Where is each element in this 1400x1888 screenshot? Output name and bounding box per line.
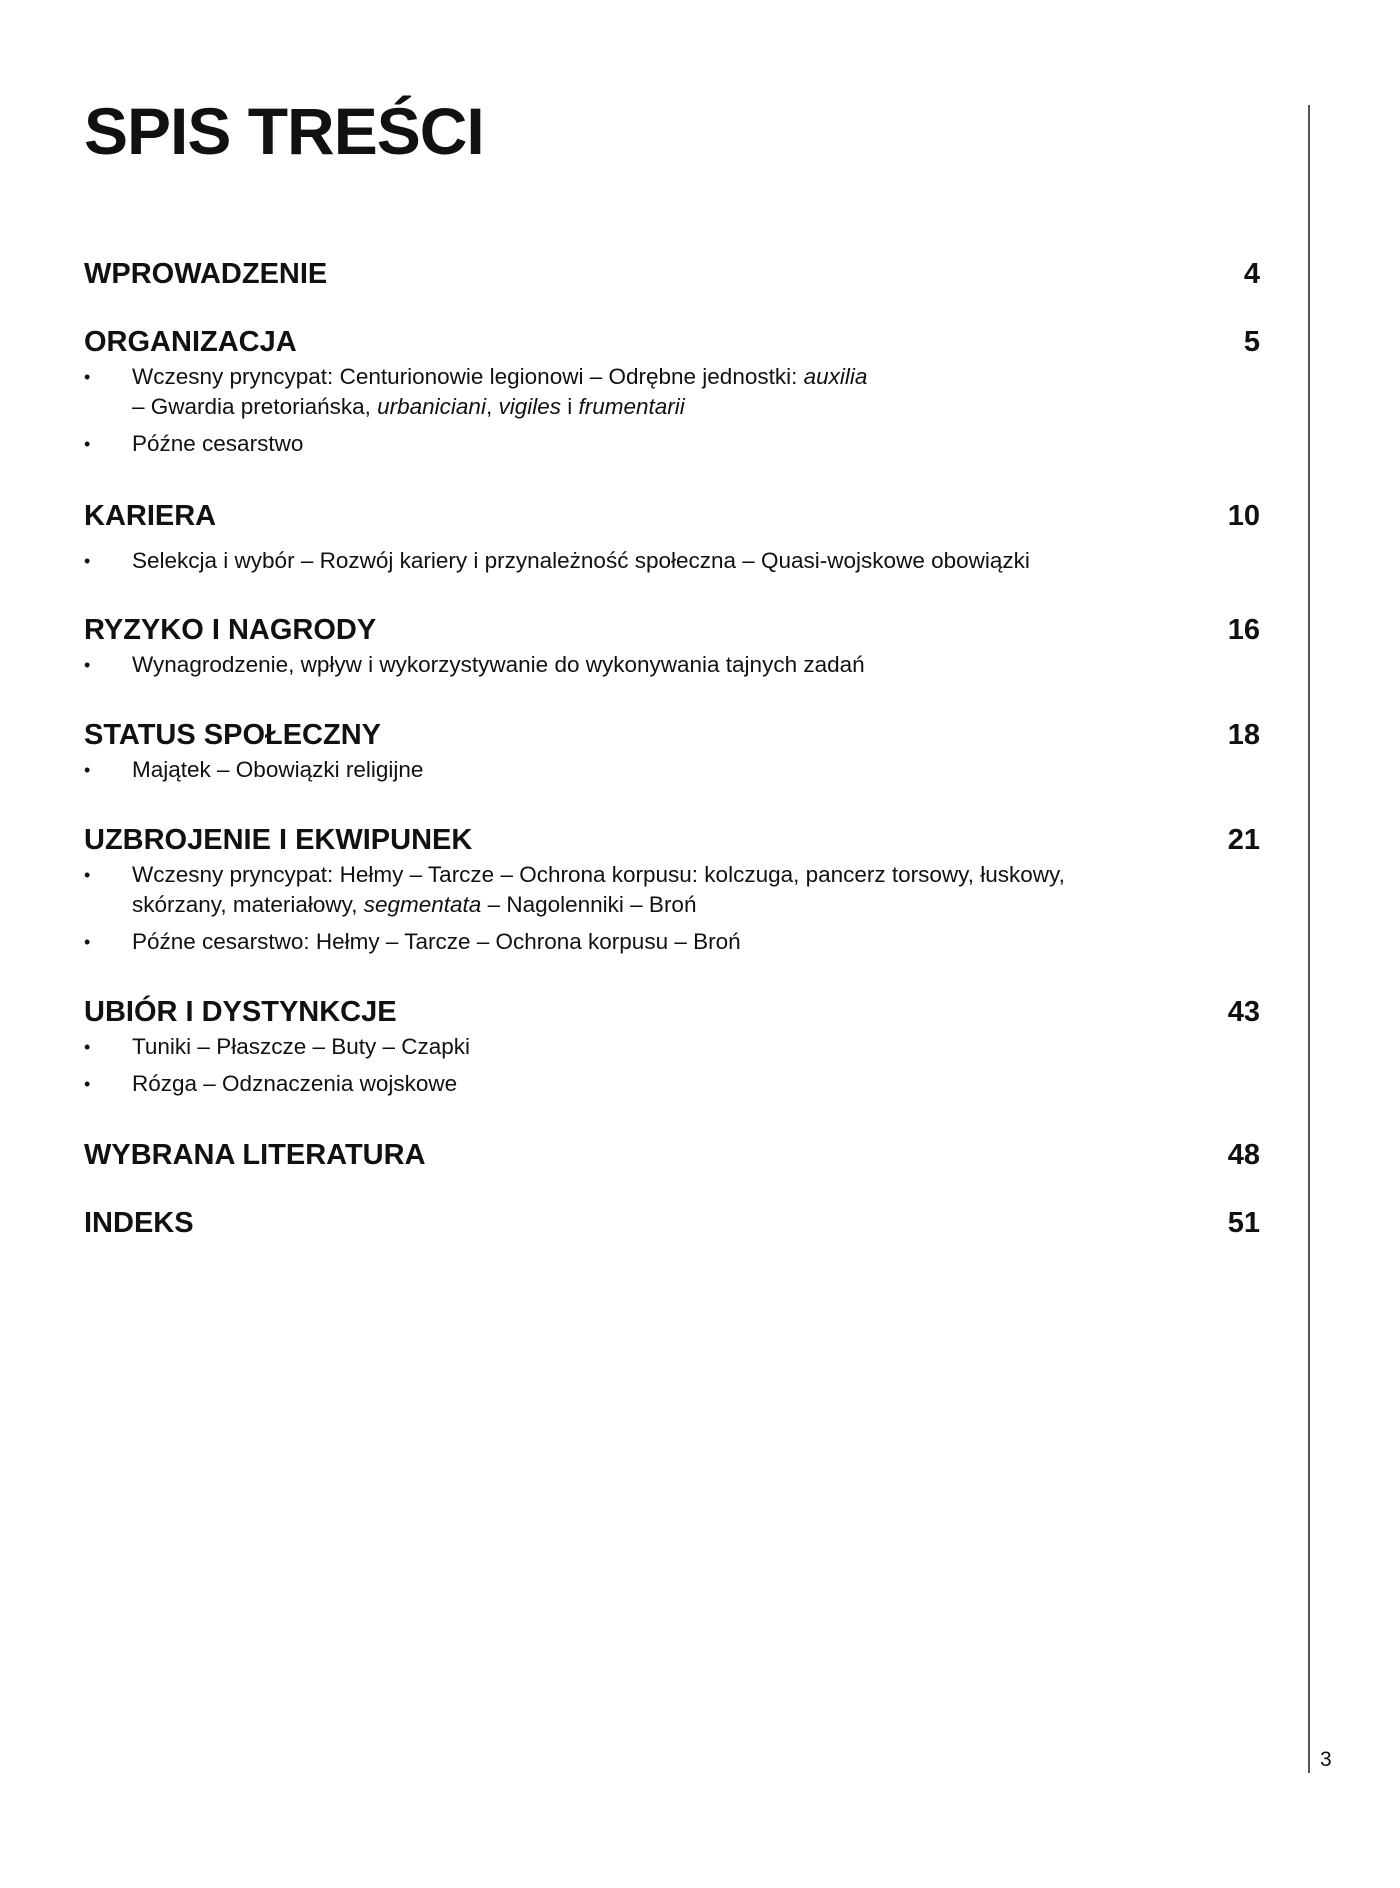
toc-subitem-text: Późne cesarstwo [132,431,304,456]
bullet-icon: • [84,655,91,675]
toc-entry-page[interactable]: 5 [1243,326,1260,358]
italic-term: urbaniciani [377,394,486,419]
italic-term: segmentata [363,892,482,917]
toc-subitems [84,755,1260,785]
toc-subitem [84,1069,1192,1099]
toc-subitem [84,362,1192,422]
toc-entry-title[interactable]: UZBROJENIE I EKWIPUNEK [84,824,473,856]
toc-subitem [84,860,1192,920]
toc-entry-page[interactable]: 51 [1227,1207,1260,1239]
toc-entry-ubior-i-dystynkcje[interactable] [84,996,1260,1106]
toc-subitem-text: Wynagrodzenie, wpływ i wykorzystywanie do wykonywania tajnych zadań [132,652,865,677]
italic-term: frumentarii [578,394,685,419]
toc-entry-title[interactable]: INDEKS [84,1207,194,1239]
toc-entry-kariera[interactable] [84,500,1260,583]
toc-subitem [84,755,1192,785]
toc-subitem-text: Majątek – Obowiązki religijne [132,757,424,782]
toc-entry-title[interactable]: UBIÓR I DYSTYNKCJE [84,996,397,1028]
toc-subitems [84,650,1260,680]
page-title: SPIS TREŚCI [84,94,484,168]
toc-entry-ryzyko-i-nagrody[interactable] [84,614,1260,687]
toc-entry-page[interactable]: 48 [1227,1139,1260,1171]
toc-entry-indeks[interactable] [84,1207,1260,1243]
toc-subitems [84,1032,1260,1099]
table-of-contents [84,0,1260,1888]
toc-subitem [84,546,1192,576]
toc-subitems [84,546,1260,576]
toc-entry-page[interactable]: 43 [1227,996,1260,1028]
toc-entry-page[interactable]: 10 [1227,500,1260,532]
bullet-icon: • [84,1074,91,1094]
toc-entry-page[interactable]: 18 [1227,719,1260,751]
toc-entry-uzbrojenie-i-ekwipunek[interactable] [84,824,1260,964]
toc-subitem-text: Późne cesarstwo: Hełmy – Tarcze – Ochrona korpusu – Broń [132,929,741,954]
toc-entry-wybrana-literatura[interactable] [84,1139,1260,1175]
bullet-icon: • [84,932,91,952]
toc-subitem-text: Wczesny pryncypat: Hełmy – Tarcze – Ochrona korpusu: kolczuga, pancerz torsowy, łuskowy, skórzany, materiałowy, segmentata – Nagolenniki – Broń [132,862,1065,917]
toc-subitem-text: Rózga – Odznaczenia wojskowe [132,1071,458,1096]
toc-entry-wprowadzenie[interactable] [84,258,1260,294]
toc-subitem-text: Tuniki – Płaszcze – Buty – Czapki [132,1034,471,1059]
toc-subitem [84,927,1192,957]
italic-term: auxilia [803,364,868,389]
toc-subitem [84,1032,1192,1062]
bullet-icon: • [84,367,91,387]
toc-entry-title[interactable]: ORGANIZACJA [84,326,297,358]
toc-subitem-text: Wczesny pryncypat: Centurionowie legionowi – Odrębne jednostki: auxilia – Gwardia pretoriańska, urbaniciani, vigiles i frumentarii [132,364,868,419]
toc-subitem [84,650,1192,680]
toc-entry-title[interactable]: KARIERA [84,500,217,532]
bullet-icon: • [84,865,91,885]
toc-subitems [84,860,1260,957]
toc-entry-status-spoleczny[interactable] [84,719,1260,792]
toc-entry-organizacja[interactable] [84,326,1260,466]
toc-entry-page[interactable]: 21 [1227,824,1260,856]
bullet-icon: • [84,1037,91,1057]
toc-subitems [84,362,1260,459]
toc-entry-title[interactable]: WPROWADZENIE [84,258,328,290]
toc-entry-title[interactable]: RYZYKO I NAGRODY [84,614,377,646]
toc-entry-title[interactable]: STATUS SPOŁECZNY [84,719,381,751]
margin-rule [1308,105,1310,1773]
italic-term: vigiles [498,394,561,419]
bullet-icon: • [84,551,91,571]
toc-subitem [84,429,1192,459]
page-number: 3 [1320,1748,1332,1771]
toc-entry-page[interactable]: 4 [1243,258,1260,290]
toc-entry-page[interactable]: 16 [1227,614,1260,646]
bullet-icon: • [84,760,91,780]
toc-subitem-text: Selekcja i wybór – Rozwój kariery i przynależność społeczna – Quasi-wojskowe obowiązki [132,548,1030,573]
toc-entry-title[interactable]: WYBRANA LITERATURA [84,1139,426,1171]
bullet-icon: • [84,434,91,454]
